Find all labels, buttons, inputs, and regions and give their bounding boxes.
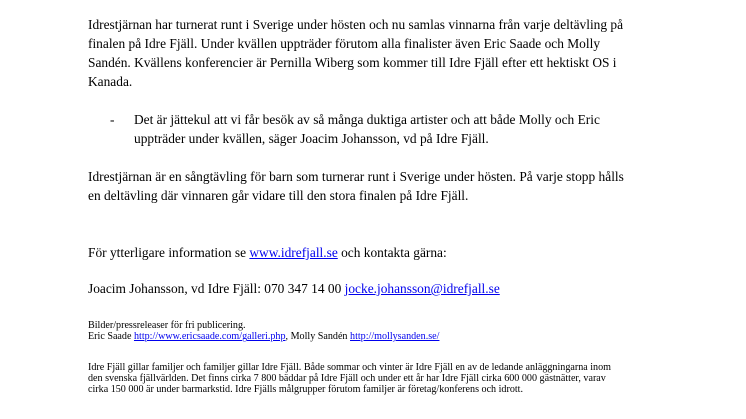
credits-separator: , Molly Sandén [285, 331, 351, 343]
info-line [88, 243, 648, 262]
eric-gallery-link[interactable]: http://www.ericsaade.com/galleri.php [133, 331, 286, 343]
press-release-document [88, 15, 648, 395]
contact-prefix: Joacim Johansson, vd Idre Fjäll: 070 347 14 00 [88, 281, 345, 296]
info-suffix: och kontakta gärna: [337, 245, 447, 260]
info-prefix: För ytterligare information se [88, 245, 250, 260]
image-credits [88, 320, 648, 343]
credits-links [88, 331, 648, 342]
intro-paragraph: Idrestjärnan har turnerat runt i Sverige under hösten och nu samlas vinnarna från varje deltävling på finalen på Idre Fjäll. Under kvällen uppträder förutom alla finalister även Eric Saade och Molly Sandén. Kvällens konferencier är Pernilla Wiberg som kommer till Idre Fjäll efter ett hektiskt OS i Kanada. [88, 17, 624, 89]
eric-label: Eric Saade [88, 331, 134, 343]
email-link[interactable]: jocke.johansson@idrefjall.se [344, 281, 500, 296]
bullet-dash: - [110, 112, 115, 127]
quote-text: Det är jättekul att vi får besök av så många duktiga artister och att både Molly och Eric uppträder under kvällen, säger Joacim Johansson, vd på Idre Fjäll. [134, 112, 600, 146]
credits-heading: Bilder/pressreleaser för fri publicering. [88, 320, 246, 331]
website-link[interactable]: www.idrefjall.se [249, 245, 338, 260]
quote-bullet [88, 110, 604, 148]
molly-link[interactable]: http://mollysanden.se/ [350, 331, 440, 343]
contact-line [88, 279, 648, 298]
about-paragraph: Idre Fjäll gillar familjer och familjer gillar Idre Fjäll. Både sommar och vinter är Idre Fjäll en av de ledande anläggningarna inom den svenska fjällvärlden. Det finns cirka 7 800 bäddar på Idre Fjäll och under ett år har Idre Fjäll cirka 600 000 gästnätter, varav cirka 150 000 är under barmarkstid. Idre Fjälls målgrupper förutom familjer är företag/konferens och idrott. [88, 361, 612, 396]
description-paragraph: Idrestjärnan är en sångtävling för barn som turnerar runt i Sverige under hösten. På varje stopp hålls en deltävling där vinnaren går vidare till den stora finalen på Idre Fjäll. [88, 169, 624, 203]
